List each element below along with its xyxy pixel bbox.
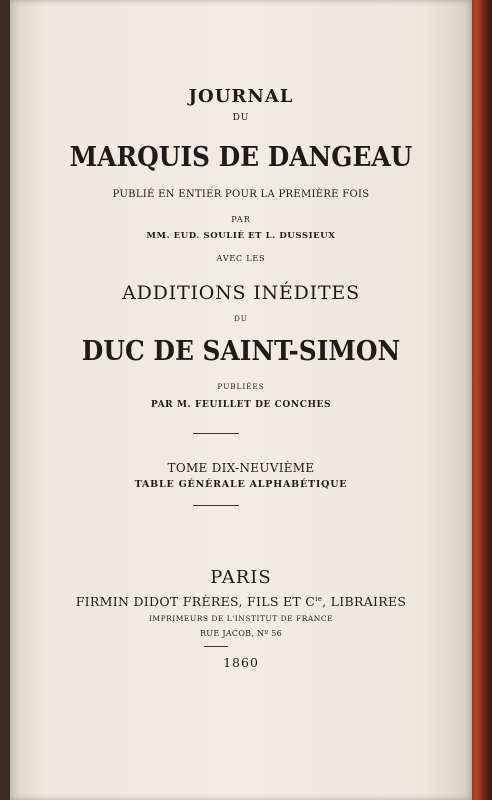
imprimeurs-line: IMPRIMEURS DE L'INSTITUT DE FRANCE [148,614,334,623]
publiees-line: PUBLIÉES [217,382,265,391]
address-line: RUE JACOB, Nº 56 [199,629,283,638]
year-line: 1860 [223,655,259,670]
marquis-title: MARQUIS DE DANGEAU [69,142,413,173]
du-line-1: DU [232,113,250,123]
divider-rule-2 [193,505,239,506]
publisher-prefix: FIRMIN DIDOT FRÈRES, FILS ET C [75,594,316,609]
publisher-suffix: , LIBRAIRES [322,594,407,609]
divider-rule-3 [204,646,228,647]
title-page [10,0,472,800]
publisher-superscript: ie [315,594,323,603]
journal-heading: JOURNAL [188,86,294,107]
additions-title: ADDITIONS INÉDITES [122,282,360,304]
publie-line: PUBLIÉ EN ENTIER POUR LA PREMIÈRE FOIS [112,189,370,200]
city-line: PARIS [210,567,272,588]
editors-line: MM. EUD. SOULIÉ ET L. DUSSIEUX [146,231,336,241]
par-line-1: PAR [231,215,251,224]
du-line-2: DU [234,315,248,323]
divider-rule-1 [193,433,239,434]
publisher-line [10,594,472,609]
feuillet-line: PAR M. FEUILLET DE CONCHES [150,400,332,410]
duc-title: DUC DE SAINT-SIMON [81,336,401,367]
table-generale-line: TABLE GÉNÉRALE ALPHABÉTIQUE [134,479,348,490]
tome-line: TOME DIX-NEUVIÈME [167,461,315,475]
avec-line: AVEC LES [216,254,266,263]
